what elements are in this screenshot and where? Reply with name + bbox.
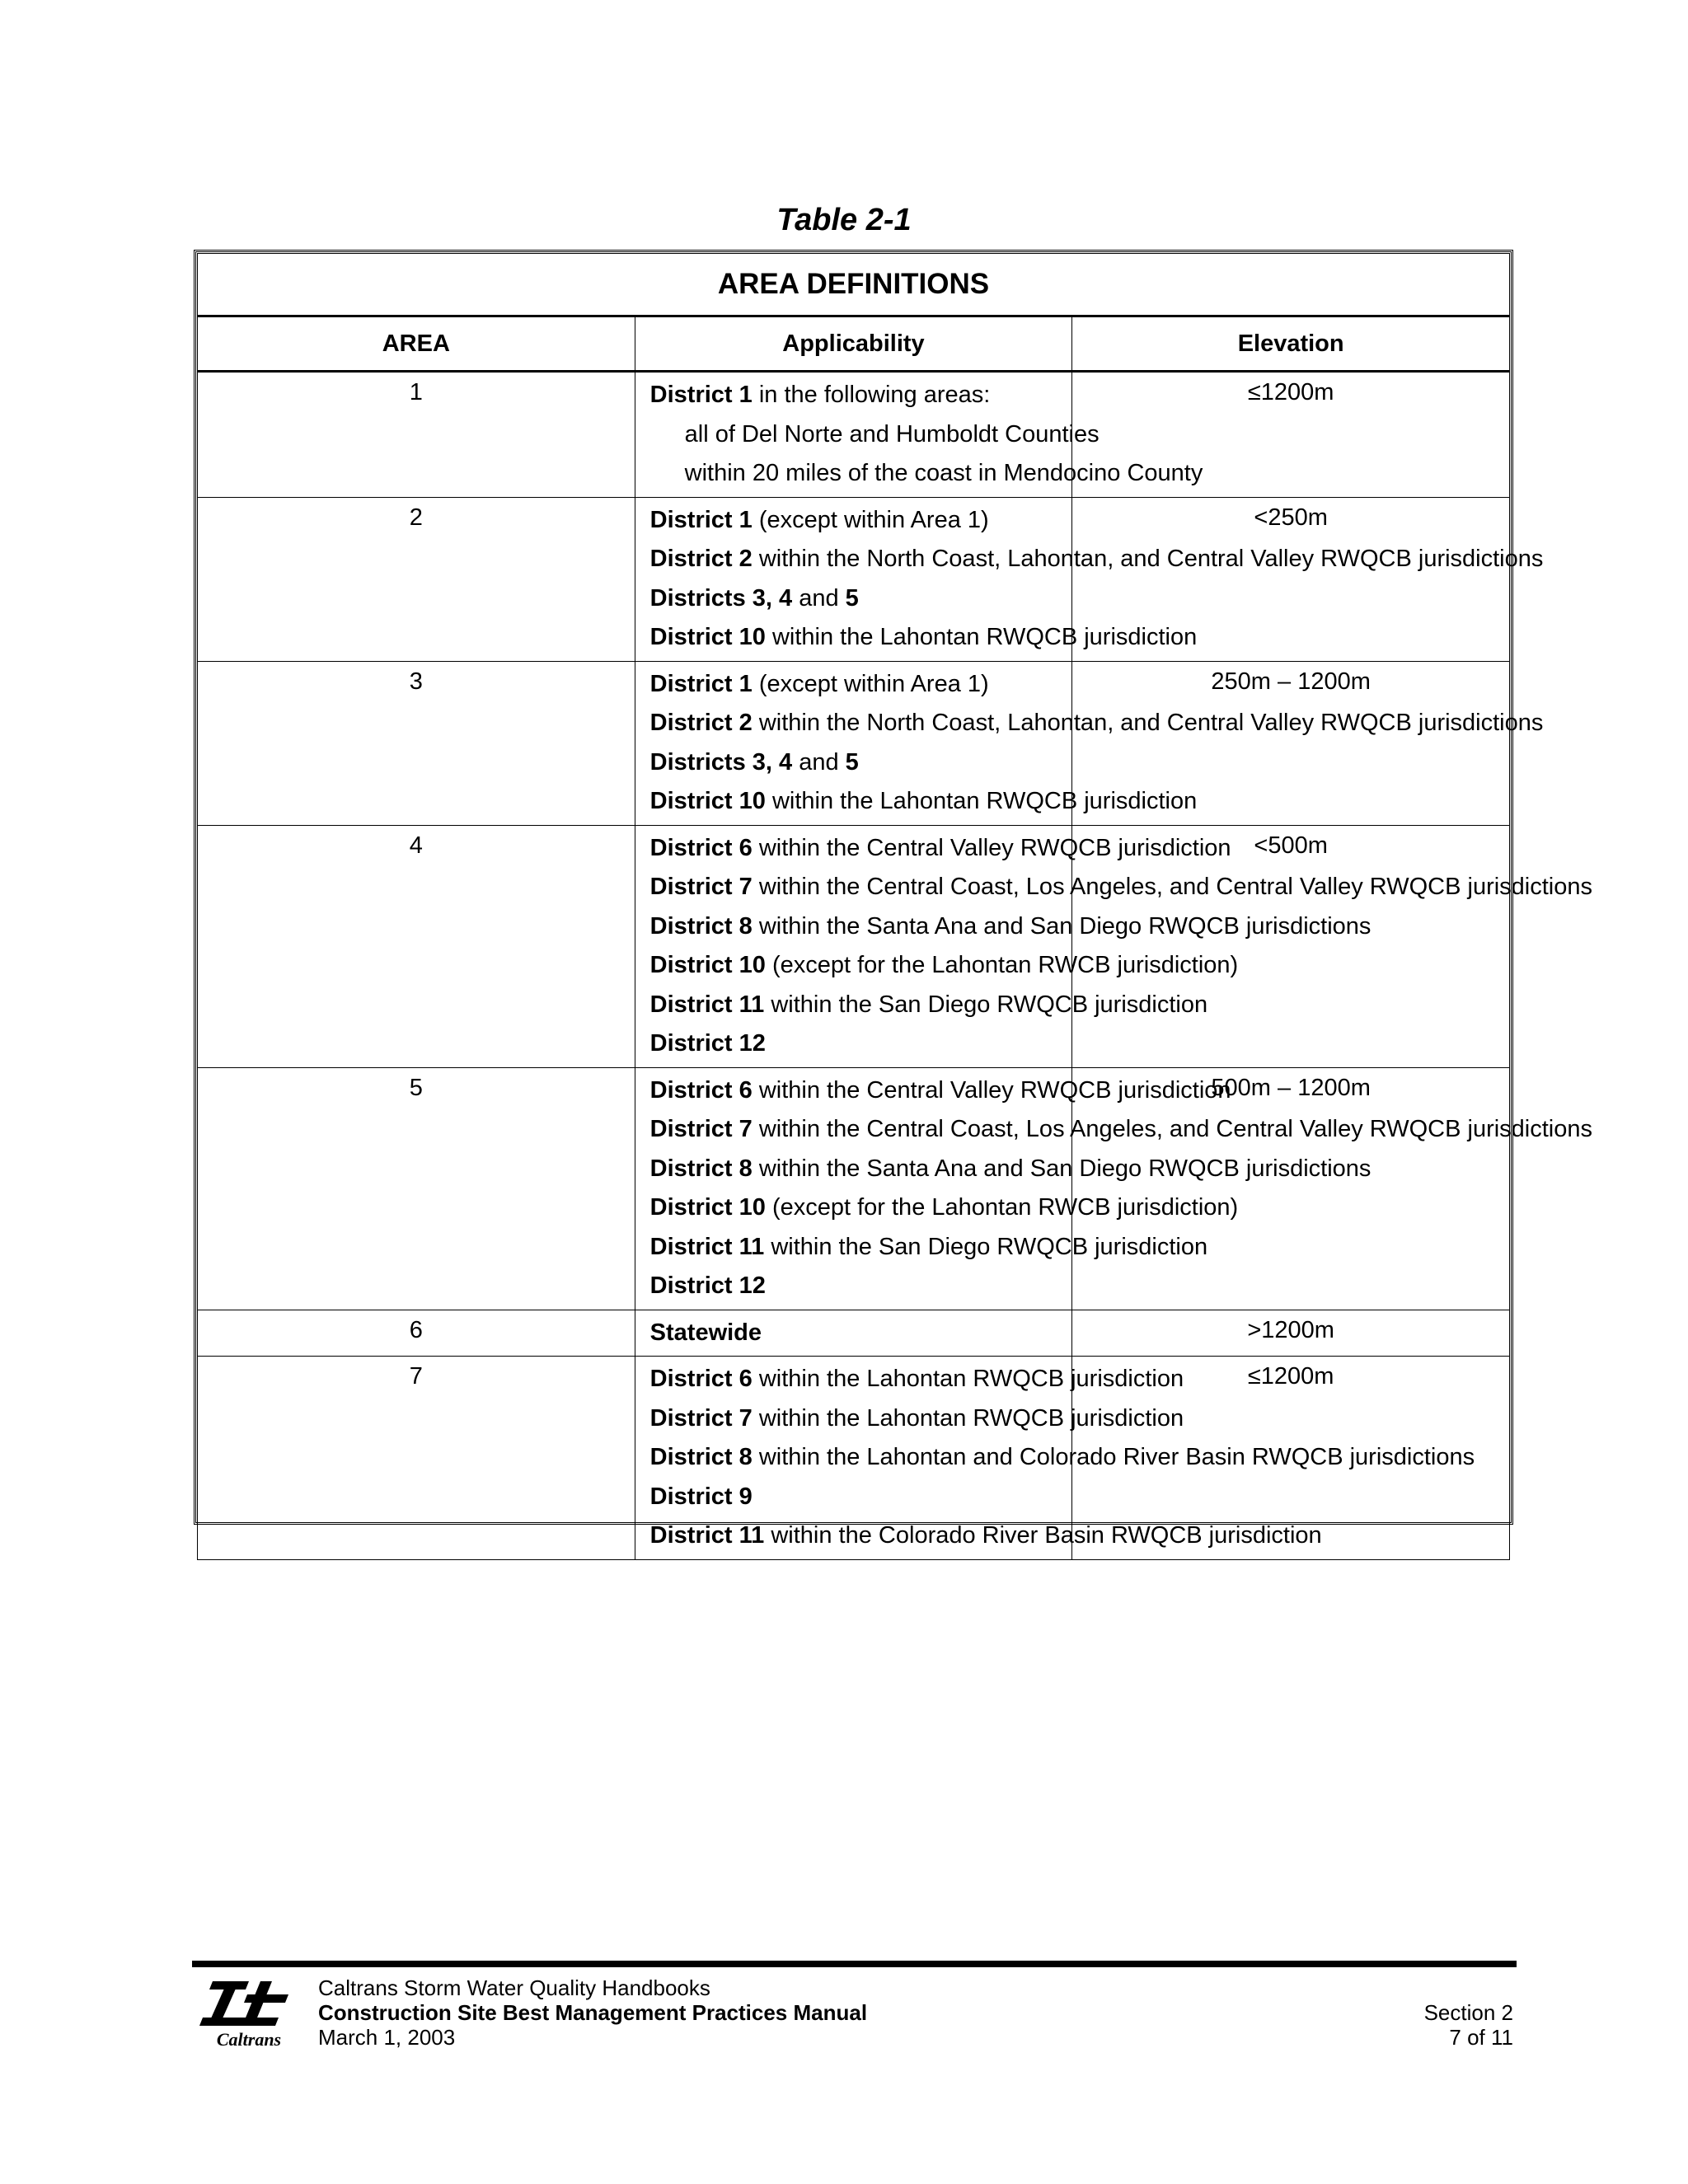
footer-handbook: Caltrans Storm Water Quality Handbooks bbox=[318, 1975, 710, 2000]
table-row bbox=[198, 372, 1510, 498]
district-label: District 11 bbox=[649, 991, 765, 1018]
district-label: District 10 bbox=[649, 1194, 766, 1221]
district-label: District 8 bbox=[649, 912, 753, 940]
footer-rule bbox=[192, 1961, 1517, 1967]
district-description: within the Santa Ana and San Diego RWQCB jurisdictions bbox=[752, 1155, 1372, 1182]
table-row bbox=[198, 825, 1510, 1067]
applicability-cell bbox=[635, 372, 1203, 498]
area-number: 4 bbox=[198, 825, 635, 1067]
district-description: within the Lahontan and Colorado River Basin RWQCB jurisdictions bbox=[752, 1444, 1475, 1470]
district-description: within the San Diego RWQCB jurisdiction bbox=[764, 1233, 1208, 1260]
area-number: 5 bbox=[198, 1067, 635, 1310]
district-description: within the Lahontan RWQCB jurisdiction bbox=[752, 1366, 1184, 1392]
applicability-line bbox=[649, 704, 1544, 743]
district-label: District 7 bbox=[649, 874, 753, 900]
header-area: AREA bbox=[198, 316, 635, 372]
district-label: District 1 bbox=[649, 382, 753, 408]
district-label: District 10 bbox=[649, 624, 766, 650]
district-label: District 12 bbox=[649, 1272, 766, 1299]
district-description: within the Lahontan RWQCB jurisdiction bbox=[765, 624, 1198, 650]
district-label: District 8 bbox=[649, 1444, 753, 1470]
district-label: District 2 bbox=[649, 710, 753, 736]
table-row bbox=[198, 1357, 1510, 1560]
table-body bbox=[198, 372, 1592, 1560]
applicability-line bbox=[650, 665, 1072, 705]
district-label: District 9 bbox=[649, 1483, 753, 1510]
applicability-line bbox=[650, 579, 1072, 619]
applicability-line bbox=[649, 540, 1544, 579]
header-applicability: Applicability bbox=[635, 316, 1072, 372]
district-label: Statewide bbox=[649, 1319, 762, 1346]
area-number: 3 bbox=[198, 661, 635, 825]
district-label: District 6 bbox=[649, 1366, 753, 1392]
applicability-line bbox=[649, 1228, 1208, 1268]
applicability-line bbox=[649, 1360, 1184, 1399]
district-description: in the following areas: bbox=[752, 382, 991, 408]
header-elevation: Elevation bbox=[1072, 316, 1510, 372]
area-number: 1 bbox=[198, 372, 635, 498]
footer-section: Section 2 bbox=[1423, 2000, 1513, 2025]
district-label: Districts 3, 4 bbox=[649, 584, 793, 612]
elevation-value: <500m bbox=[1072, 825, 1510, 1067]
district-label: District 7 bbox=[649, 1116, 753, 1142]
district-description: within the Central Valley RWQCB jurisdiction bbox=[752, 834, 1231, 861]
area-number: 2 bbox=[198, 497, 635, 661]
footer-manual: Construction Site Best Management Practices Manual bbox=[318, 2000, 868, 2025]
district-label: District 11 bbox=[649, 1233, 765, 1260]
table-caption: AREA DEFINITIONS bbox=[198, 254, 1510, 316]
table-row bbox=[198, 1310, 1510, 1357]
district-label: District 6 bbox=[649, 1076, 753, 1104]
applicability-cell bbox=[635, 1310, 1072, 1357]
applicability-line bbox=[649, 868, 1592, 907]
applicability-line bbox=[649, 907, 1372, 947]
area-definitions-table bbox=[194, 250, 1592, 1549]
footer-page-number: 7 of 11 bbox=[1449, 2025, 1513, 2050]
district-label: Districts 3, 4 bbox=[649, 748, 793, 776]
applicability-line bbox=[649, 1150, 1372, 1189]
elevation-value: >1200m bbox=[1072, 1310, 1510, 1357]
district-label: District 11 bbox=[649, 1522, 765, 1549]
district-description: within the Lahontan RWQCB jurisdiction bbox=[765, 788, 1198, 814]
district-label: 5 bbox=[845, 584, 859, 612]
applicability-line bbox=[650, 501, 1072, 541]
applicability-line bbox=[650, 1024, 1072, 1064]
district-label: District 10 bbox=[649, 952, 766, 978]
district-description: (except for the Lahontan RWCB jurisdiction) bbox=[765, 1194, 1239, 1221]
district-description: within the San Diego RWQCB jurisdiction bbox=[764, 991, 1208, 1018]
elevation-value: <250m bbox=[1072, 497, 1510, 661]
elevation-value: ≤1200m bbox=[1072, 1357, 1510, 1560]
district-description: (except within Area 1) bbox=[752, 670, 989, 697]
applicability-line bbox=[650, 1267, 1072, 1306]
elevation-value: 250m – 1200m bbox=[1072, 661, 1510, 825]
area-number: 6 bbox=[198, 1310, 635, 1357]
applicability-line bbox=[649, 1071, 1231, 1111]
district-description: within the North Coast, Lahontan, and Central Valley RWQCB jurisdictions bbox=[752, 710, 1544, 736]
applicability-line bbox=[649, 1399, 1184, 1439]
applicability-line bbox=[649, 1438, 1475, 1478]
district-description: within the Santa Ana and San Diego RWQCB jurisdictions bbox=[752, 912, 1372, 940]
table-row bbox=[198, 1067, 1510, 1310]
applicability-line bbox=[649, 618, 1198, 658]
district-description: within the Lahontan RWQCB jurisdiction bbox=[752, 1404, 1184, 1432]
applicability-line bbox=[650, 1478, 1072, 1517]
applicability-line bbox=[649, 946, 1239, 986]
district-description: (except within Area 1) bbox=[752, 506, 989, 533]
footer-page-info bbox=[1424, 2000, 1513, 2050]
applicability-line bbox=[650, 415, 1100, 455]
district-label: 5 bbox=[845, 748, 859, 776]
district-description: all of Del Norte and Humboldt Counties bbox=[684, 420, 1100, 448]
applicability-line bbox=[649, 986, 1208, 1025]
district-description: and bbox=[792, 748, 846, 776]
district-description: within the Colorado River Basin RWQCB jurisdiction bbox=[764, 1522, 1322, 1549]
applicability-line bbox=[650, 1314, 1072, 1353]
district-description: (except for the Lahontan RWCB jurisdiction) bbox=[765, 952, 1239, 978]
elevation-value: ≤1200m bbox=[1072, 372, 1510, 498]
applicability-line bbox=[649, 1516, 1322, 1556]
district-description: within the North Coast, Lahontan, and Central Valley RWQCB jurisdictions bbox=[752, 546, 1544, 572]
applicability-line bbox=[650, 743, 1072, 783]
applicability-line bbox=[650, 376, 1072, 415]
applicability-line bbox=[650, 454, 1203, 494]
area-number: 7 bbox=[198, 1357, 635, 1560]
table-row bbox=[198, 661, 1510, 825]
logo-text: Caltrans bbox=[216, 2029, 282, 2050]
district-label: District 1 bbox=[649, 506, 753, 533]
district-description: within 20 miles of the coast in Mendocino County bbox=[684, 460, 1203, 486]
caltrans-logo bbox=[196, 1976, 303, 2050]
district-description: within the Central Coast, Los Angeles, and Central Valley RWQCB jurisdictions bbox=[752, 874, 1592, 900]
district-label: District 2 bbox=[649, 546, 753, 572]
footer-info bbox=[318, 1975, 867, 2050]
district-label: District 10 bbox=[649, 788, 766, 814]
footer-date: March 1, 2003 bbox=[318, 2025, 456, 2050]
elevation-value: 500m – 1200m bbox=[1072, 1067, 1510, 1310]
district-label: District 8 bbox=[649, 1155, 753, 1182]
district-label: District 7 bbox=[649, 1404, 753, 1432]
applicability-line bbox=[649, 1188, 1239, 1228]
applicability-line bbox=[649, 1110, 1592, 1150]
district-description: within the Central Valley RWQCB jurisdiction bbox=[752, 1076, 1231, 1104]
district-label: District 12 bbox=[649, 1030, 766, 1057]
district-label: District 1 bbox=[649, 670, 753, 697]
table-title: Table 2-1 bbox=[776, 203, 912, 237]
applicability-line bbox=[649, 829, 1231, 869]
district-label: District 6 bbox=[649, 834, 753, 861]
table-row bbox=[198, 497, 1510, 661]
district-description: and bbox=[792, 584, 846, 612]
district-description: within the Central Coast, Los Angeles, and Central Valley RWQCB jurisdictions bbox=[752, 1116, 1592, 1142]
applicability-line bbox=[649, 782, 1198, 822]
